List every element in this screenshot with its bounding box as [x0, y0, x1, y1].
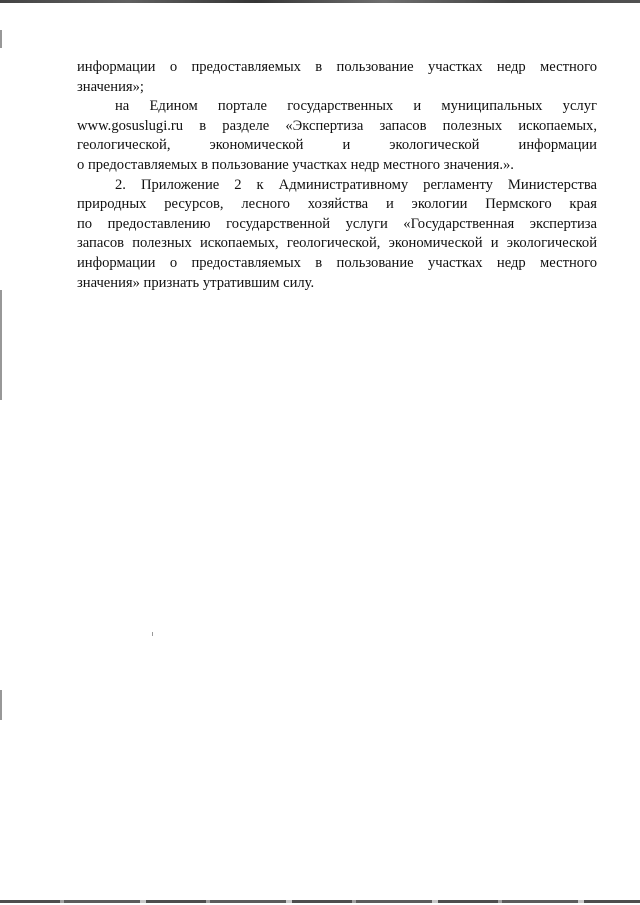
text-line: информации о предоставляемых в пользование участках недр местного: [77, 254, 597, 271]
scan-speck: [152, 632, 153, 636]
scan-mark-left: [0, 690, 2, 720]
text-line: информации о предоставляемых в пользование участках недр местного: [77, 59, 597, 75]
text-line: по предоставлению государственной услуги «Государственная экспертиза: [77, 215, 597, 232]
text-line: на Едином портале государственных и муниципальных услуг: [115, 98, 597, 115]
scan-mark-left: [0, 290, 2, 400]
text-line: значения»;: [77, 78, 144, 95]
text-line: природных ресурсов, лесного хозяйства и экологии Пермского края: [77, 196, 597, 213]
document-body: [77, 58, 597, 293]
text-line: значения» признать утратившим силу.: [77, 274, 315, 291]
scan-mark-left: [0, 30, 2, 48]
text-line: о предоставляемых в пользование участках недр местного значения.».: [77, 156, 514, 173]
text-line: геологической, экономической и экологической информации: [77, 137, 597, 154]
scan-edge-top: [0, 0, 640, 3]
text-line: www.gosuslugi.ru в разделе «Экспертиза запасов полезных ископаемых,: [77, 117, 597, 134]
text-line: 2. Приложение 2 к Административному регламенту Министерства: [115, 176, 597, 193]
scan-edge-bottom: [0, 900, 640, 903]
text-line: запасов полезных ископаемых, геологической, экономической и экологической: [77, 235, 597, 252]
